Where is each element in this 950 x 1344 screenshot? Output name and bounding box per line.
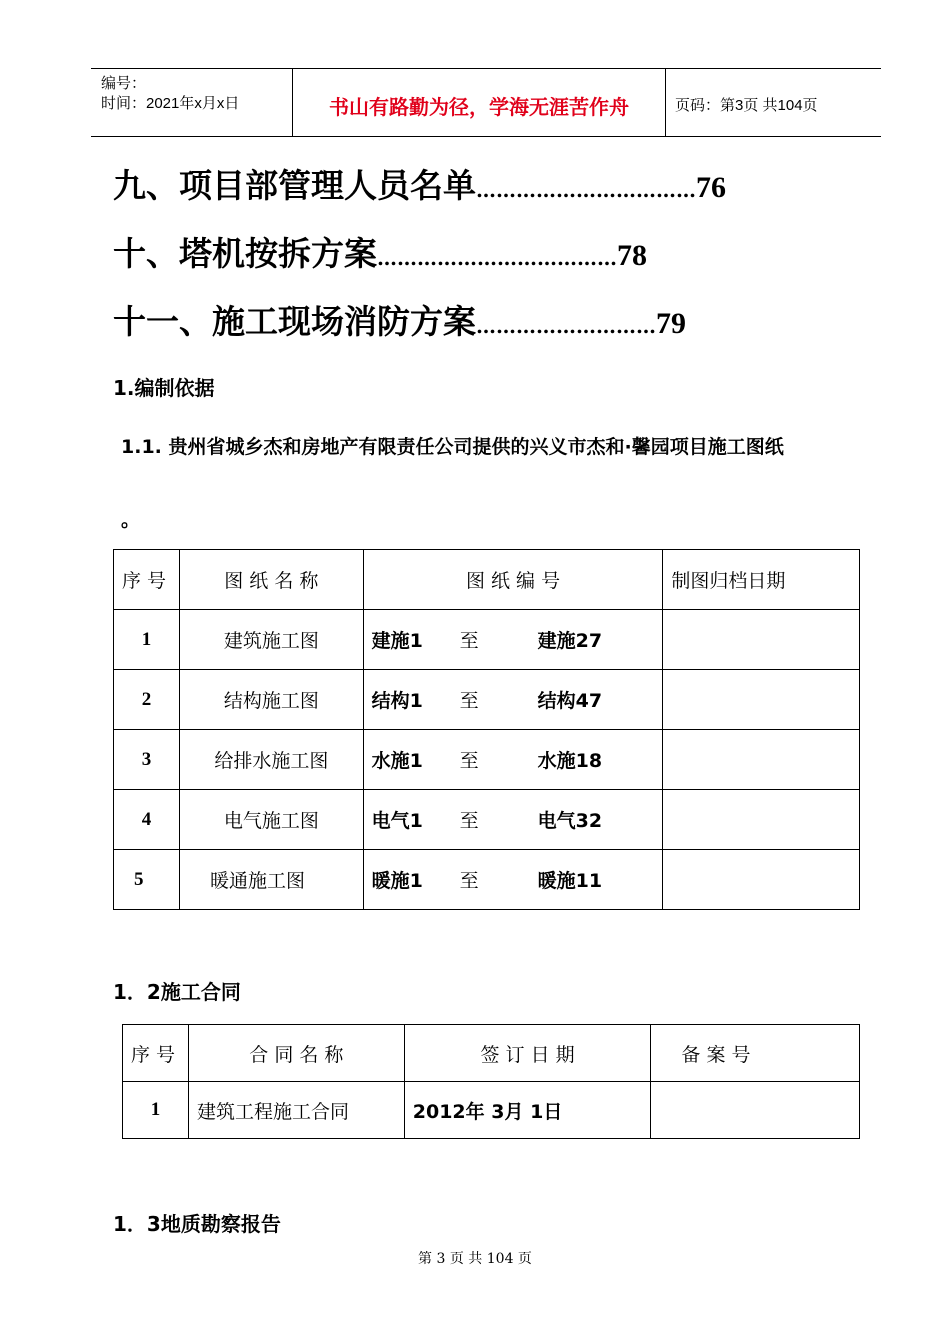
code-from: 水施1 (371, 750, 423, 772)
paragraph-1-1: 1.1. 贵州省城乡杰和房地产有限责任公司提供的兴义市杰和·馨园项目施工图纸 (121, 436, 784, 458)
header-cell: 图 纸 编 号 (363, 550, 663, 610)
toc-title: 十、塔机按拆方案 (113, 234, 377, 273)
header-meta-cell (91, 69, 291, 136)
header-cell: 备 案 号 (651, 1025, 860, 1082)
toc-entry (113, 160, 726, 207)
code-from: 结构1 (371, 690, 423, 712)
code-to: 建施27 (537, 630, 603, 652)
drawing-name: 暖通施工图 (179, 850, 363, 910)
header-cell: 图 纸 名 称 (179, 550, 363, 610)
row-number: 5 (114, 850, 180, 910)
archive-date (663, 850, 860, 910)
code-to: 水施18 (537, 750, 603, 772)
section-heading: 1．3地质勘察报告 (113, 1212, 281, 1236)
row-number: 1 (114, 610, 180, 670)
row-number: 4 (114, 790, 180, 850)
archive-date (663, 730, 860, 790)
section-heading: 1.编制依据 (113, 376, 215, 400)
code-to-word: 至 (459, 630, 479, 652)
contract-name: 建筑工程施工合同 (188, 1082, 404, 1139)
record-number (651, 1082, 860, 1139)
toc-page: 79 (656, 307, 686, 340)
drawing-name: 给排水施工图 (179, 730, 363, 790)
code-to-word: 至 (459, 810, 479, 832)
page-footer: 第 3 页 共 104 页 (418, 1251, 532, 1267)
toc-entry (113, 296, 686, 343)
toc-entry (113, 228, 647, 275)
archive-date (663, 670, 860, 730)
table-row (114, 610, 860, 670)
drawings-table (113, 549, 860, 910)
code-label: 编号： (101, 75, 147, 92)
row-number: 1 (123, 1082, 189, 1139)
table-row (123, 1082, 860, 1139)
drawing-code (363, 850, 663, 910)
archive-date (663, 610, 860, 670)
table-row (114, 670, 860, 730)
toc-page: 76 (696, 171, 726, 204)
header-cell: 签 订 日 期 (404, 1025, 651, 1082)
code-to: 暖施11 (537, 870, 603, 892)
table-header-row (114, 550, 860, 610)
contract-date: 2012年 3月 1日 (404, 1082, 651, 1139)
code-from: 暖施1 (371, 870, 423, 892)
header-page-cell (665, 69, 881, 136)
archive-date (663, 790, 860, 850)
table-row (114, 790, 860, 850)
toc-title: 九、项目部管理人员名单 (113, 166, 476, 205)
code-to-word: 至 (459, 750, 479, 772)
contract-table (122, 1024, 860, 1139)
motto: 书山有路勤为径，学海无涯苦作舟 (329, 95, 629, 119)
table-row (114, 850, 860, 910)
header-motto-cell (292, 69, 666, 136)
header-cell: 合 同 名 称 (188, 1025, 404, 1082)
header-cell: 制图归档日期 (663, 550, 860, 610)
row-number: 3 (114, 730, 180, 790)
row-number: 2 (114, 670, 180, 730)
code-to-word: 至 (459, 690, 479, 712)
code-from: 电气1 (371, 810, 423, 832)
page-header (91, 68, 881, 137)
drawing-name: 电气施工图 (179, 790, 363, 850)
toc-dots: ……………………………… (377, 246, 617, 270)
drawing-code (363, 610, 663, 670)
code-to: 电气32 (537, 810, 603, 832)
toc-dots: ……………………… (476, 314, 656, 338)
code-to: 结构47 (537, 690, 603, 712)
toc-page: 78 (617, 239, 647, 272)
header-cell: 序 号 (114, 550, 180, 610)
drawing-code (363, 670, 663, 730)
drawing-code (363, 790, 663, 850)
table-header-row (123, 1025, 860, 1082)
code-from: 建施1 (371, 630, 423, 652)
section-heading: 1．2施工合同 (113, 980, 241, 1004)
paragraph-1-1-end: 。 (121, 509, 141, 531)
table-row (114, 730, 860, 790)
toc-dots: …………………………… (476, 178, 696, 202)
drawing-name: 结构施工图 (179, 670, 363, 730)
drawing-code (363, 730, 663, 790)
drawing-name: 建筑施工图 (179, 610, 363, 670)
time-label: 时间：2021年x月x日 (101, 95, 240, 112)
header-cell: 序 号 (123, 1025, 189, 1082)
code-to-word: 至 (459, 870, 479, 892)
page-info: 页码：第3页 共104页 (675, 97, 818, 114)
toc-title: 十一、施工现场消防方案 (113, 302, 476, 341)
